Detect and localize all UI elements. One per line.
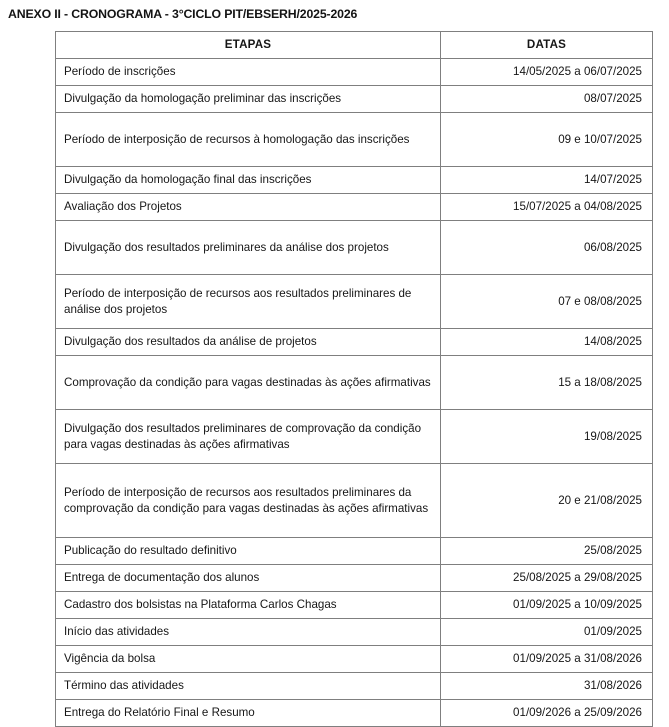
cell-data: 01/09/2025 <box>441 619 653 646</box>
cell-data: 07 e 08/08/2025 <box>441 275 653 329</box>
cell-data: 15 a 18/08/2025 <box>441 356 653 410</box>
table-header-row <box>56 32 653 59</box>
cell-etapa: Avaliação dos Projetos <box>56 194 441 221</box>
cell-data: 15/07/2025 a 04/08/2025 <box>441 194 653 221</box>
table-row <box>56 619 653 646</box>
cell-data: 14/08/2025 <box>441 329 653 356</box>
cell-etapa: Vigência da bolsa <box>56 646 441 673</box>
cell-data: 14/05/2025 a 06/07/2025 <box>441 59 653 86</box>
cell-etapa: Divulgação dos resultados preliminares da análise dos projetos <box>56 221 441 275</box>
cell-etapa: Divulgação dos resultados preliminares de comprovação da condição para vagas destinadas às ações afirmativas <box>56 410 441 464</box>
table-row <box>56 538 653 565</box>
table-row <box>56 356 653 410</box>
cell-etapa: Divulgação da homologação preliminar das inscrições <box>56 86 441 113</box>
table-row <box>56 464 653 538</box>
table-header <box>56 32 653 59</box>
table-row <box>56 113 653 167</box>
cell-data: 01/09/2026 a 25/09/2026 <box>441 700 653 727</box>
cell-etapa: Publicação do resultado definitivo <box>56 538 441 565</box>
table-row <box>56 221 653 275</box>
table-row <box>56 646 653 673</box>
column-header-etapas: ETAPAS <box>56 32 441 59</box>
cell-etapa: Divulgação dos resultados da análise de projetos <box>56 329 441 356</box>
cell-etapa: Entrega do Relatório Final e Resumo <box>56 700 441 727</box>
cell-etapa: Comprovação da condição para vagas destinadas às ações afirmativas <box>56 356 441 410</box>
cell-data: 14/07/2025 <box>441 167 653 194</box>
table-row <box>56 329 653 356</box>
table-row <box>56 565 653 592</box>
cell-data: 01/09/2025 a 31/08/2026 <box>441 646 653 673</box>
page-title: ANEXO II - CRONOGRAMA - 3°CICLO PIT/EBSERH/2025-2026 <box>8 7 358 21</box>
table-row <box>56 410 653 464</box>
table-row <box>56 86 653 113</box>
cell-data: 20 e 21/08/2025 <box>441 464 653 538</box>
cell-data: 25/08/2025 <box>441 538 653 565</box>
cell-data: 25/08/2025 a 29/08/2025 <box>441 565 653 592</box>
cronograma-table <box>55 31 653 727</box>
cell-etapa: Entrega de documentação dos alunos <box>56 565 441 592</box>
table-row <box>56 700 653 727</box>
cell-data: 01/09/2025 a 10/09/2025 <box>441 592 653 619</box>
cell-etapa: Período de interposição de recursos aos resultados preliminares de análise dos projetos <box>56 275 441 329</box>
table-row <box>56 673 653 700</box>
cell-etapa: Início das atividades <box>56 619 441 646</box>
cell-etapa: Período de inscrições <box>56 59 441 86</box>
table-row <box>56 59 653 86</box>
cell-etapa: Período de interposição de recursos à homologação das inscrições <box>56 113 441 167</box>
cell-data: 08/07/2025 <box>441 86 653 113</box>
cell-data: 31/08/2026 <box>441 673 653 700</box>
cell-data: 06/08/2025 <box>441 221 653 275</box>
cell-data: 19/08/2025 <box>441 410 653 464</box>
cell-etapa: Término das atividades <box>56 673 441 700</box>
cell-etapa: Período de interposição de recursos aos resultados preliminares da comprovação da condição para vagas destinadas às ações afirmativas <box>56 464 441 538</box>
table-body <box>56 59 653 727</box>
cronograma-table-container <box>55 31 652 727</box>
table-row <box>56 592 653 619</box>
table-row <box>56 194 653 221</box>
column-header-datas: DATAS <box>441 32 653 59</box>
cell-etapa: Divulgação da homologação final das inscrições <box>56 167 441 194</box>
cell-etapa: Cadastro dos bolsistas na Plataforma Carlos Chagas <box>56 592 441 619</box>
table-row <box>56 275 653 329</box>
table-row <box>56 167 653 194</box>
cell-data: 09 e 10/07/2025 <box>441 113 653 167</box>
